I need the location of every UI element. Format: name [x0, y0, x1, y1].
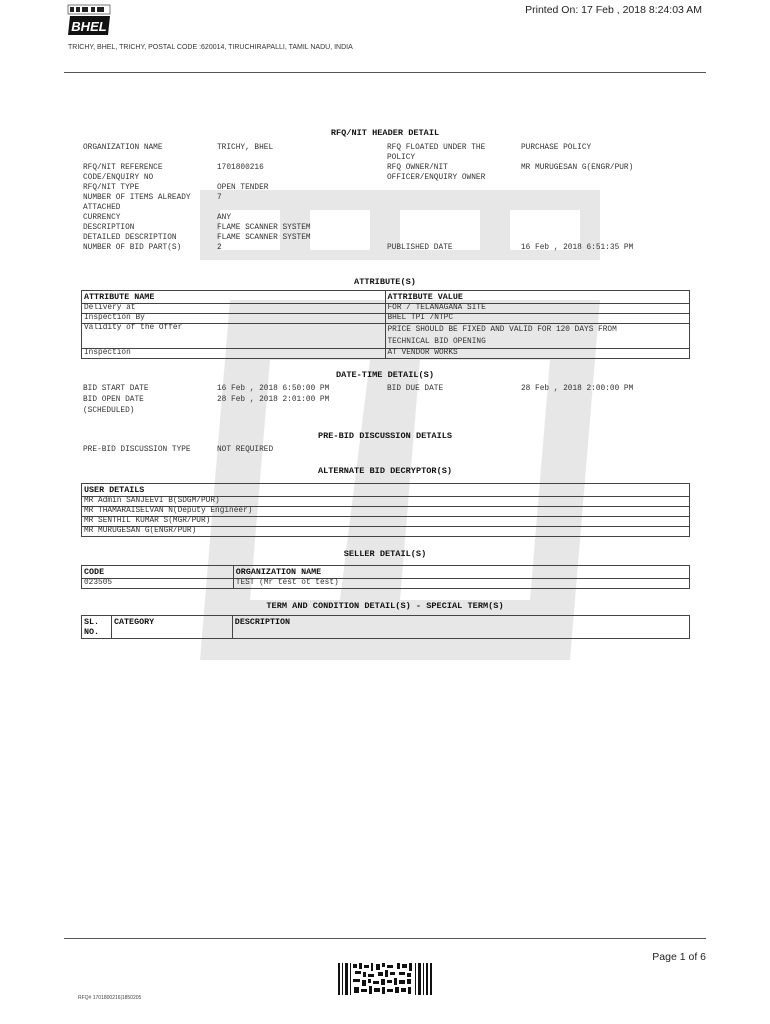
printed-on-timestamp: Printed On: 17 Feb , 2018 8:24:03 AM: [525, 4, 702, 16]
user-details-header: USER DETAILS: [82, 484, 690, 497]
rfq-left-values: TRICHY, BHEL 1701800216 OPEN TENDER 7 ANY FLAME SCANNER SYSTEM FLAME SCANNER SYSTEM 2: [217, 144, 311, 252]
decryptor-user: MR MURUGESAN G(ENGR/PUR): [82, 527, 690, 537]
footer-divider: [64, 938, 706, 939]
attribute-value-header: ATTRIBUTE VALUE: [385, 291, 690, 304]
sellers-table: [81, 565, 690, 589]
decryptor-user: MR Admin SANJEEVI B(SDGM/PUR): [82, 497, 690, 507]
attribute-value: BHEL TPI /NTPC: [385, 314, 690, 324]
terms-table: [81, 615, 690, 639]
seller-code: 023505: [82, 579, 234, 589]
datetime-left-values: 16 Feb , 2018 6:50:00 PM 28 Feb , 2018 2:01:00 PM: [217, 385, 330, 404]
table-row: [82, 507, 690, 517]
table-row: [82, 304, 690, 314]
code-header: CODE: [82, 566, 234, 579]
attribute-name-header: ATTRIBUTE NAME: [82, 291, 386, 304]
svg-text:BHEL: BHEL: [71, 19, 107, 34]
organization-name-header: ORGANIZATION NAME: [233, 566, 689, 579]
attributes-table: [81, 290, 690, 359]
decryptor-user: MR THAMARAISELVAN N(Deputy Engineer): [82, 507, 690, 517]
table-row: [82, 527, 690, 537]
attributes-title: ATTRIBUTE(S): [354, 277, 416, 287]
rfq-right-values: PURCHASE POLICY MR MURUGESAN G(ENGR/PUR) 16 Feb , 2018 6:51:35 PM: [521, 144, 634, 252]
organization-address: TRICHY, BHEL, TRICHY, POSTAL CODE :620014, TIRUCHIRAPALLI, TAMIL NADU, INDIA: [68, 44, 353, 51]
bid-due-date-value: 28 Feb , 2018 2:00:00 PM: [521, 385, 634, 393]
attribute-name: Delivery at: [82, 304, 386, 314]
table-row: [82, 324, 690, 349]
qr-barcode-icon: [337, 962, 433, 996]
attribute-name: Inspection: [82, 349, 386, 359]
sl-no-header: SL. NO.: [82, 616, 112, 639]
datetime-left-labels: BID START DATE BID OPEN DATE (SCHEDULED): [83, 385, 149, 415]
table-row: [82, 314, 690, 324]
prebid-type-value: NOT REQUIRED: [217, 446, 274, 454]
bid-due-date-label: BID DUE DATE: [387, 385, 444, 393]
datetime-title: DATE-TIME DETAIL(S): [336, 370, 434, 380]
table-row: [82, 349, 690, 359]
attribute-value: FOR / TELANAGANA SITE: [385, 304, 690, 314]
prebid-title: PRE-BID DISCUSSION DETAILS: [317, 431, 453, 441]
seller-organization: TEST (Mr test ot test): [233, 579, 689, 589]
rfq-right-labels: RFQ FLOATED UNDER THE POLICY RFQ OWNER/NIT OFFICER/ENQUIRY OWNER PUBLISHED DATE: [387, 144, 486, 252]
category-header: CATEGORY: [111, 616, 232, 639]
rfq-left-labels: ORGANIZATION NAME RFQ/NIT REFERENCE CODE/ENQUIRY NO RFQ/NIT TYPE NUMBER OF ITEMS ALREADY ATTACHED CURRENCY DESCRIPTION DETAILED DESCRIPTION NUMBER OF BID PART(S): [83, 144, 191, 252]
footer-reference: RFQ# 1701800216|1850205: [78, 995, 142, 1001]
decryptor-user: MR SENTHIL KUMAR S(MGR/PUR): [82, 517, 690, 527]
page-number: Page 1 of 6: [652, 951, 706, 963]
table-row: [82, 497, 690, 507]
sellers-title: SELLER DETAIL(S): [343, 549, 427, 559]
table-row: [82, 517, 690, 527]
attribute-value: PRICE SHOULD BE FIXED AND VALID FOR 120 DAYS FROM TECHNICAL BID OPENING: [385, 324, 690, 349]
attribute-name: Validity of the Offer: [82, 324, 386, 349]
header-divider: [64, 72, 706, 73]
decryptors-table: [81, 483, 690, 537]
rfq-header-title: RFQ/NIT HEADER DETAIL: [330, 128, 440, 138]
terms-title: TERM AND CONDITION DETAIL(S) - SPECIAL TERM(S): [266, 601, 504, 611]
attribute-name: Inspection By: [82, 314, 386, 324]
prebid-type-label: PRE-BID DISCUSSION TYPE: [83, 446, 191, 454]
attribute-value: AT VENDOR WORKS: [385, 349, 690, 359]
bhel-logo-icon: [66, 4, 112, 36]
decryptors-title: ALTERNATE BID DECRYPTOR(S): [317, 466, 453, 476]
table-row: [82, 579, 690, 589]
description-header: DESCRIPTION: [232, 616, 689, 639]
